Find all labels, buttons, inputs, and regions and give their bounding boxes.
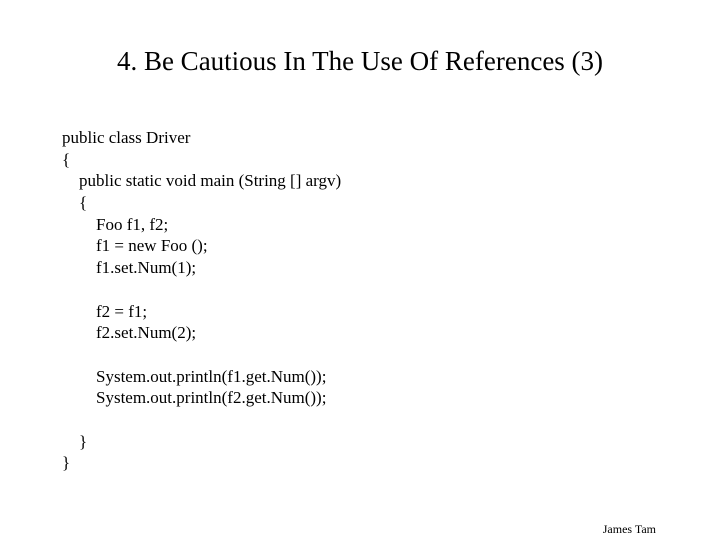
code-line (62, 344, 341, 366)
code-line: f1.set.Num(1); (62, 258, 197, 278)
code-line (62, 409, 341, 431)
code-line: { (62, 149, 71, 169)
code-line: } (62, 431, 88, 451)
code-line: { (62, 193, 88, 213)
code-line: f2 = f1; (62, 301, 148, 321)
code-line (62, 279, 341, 301)
author-footer: James Tam (602, 522, 656, 536)
code-line: public static void main (String [] argv) (62, 171, 342, 191)
code-line: f1 = new Foo (); (62, 236, 208, 256)
code-line: System.out.println(f1.get.Num()); (62, 366, 327, 386)
code-line: System.out.println(f2.get.Num()); (62, 388, 327, 408)
slide-title: 4. Be Cautious In The Use Of References (3) (116, 46, 604, 76)
code-line: public class Driver (62, 128, 191, 147)
code-line: Foo f1, f2; (62, 214, 169, 234)
code-line: f2.set.Num(2); (62, 323, 197, 343)
code-line: } (62, 453, 71, 473)
code-block (62, 127, 341, 474)
